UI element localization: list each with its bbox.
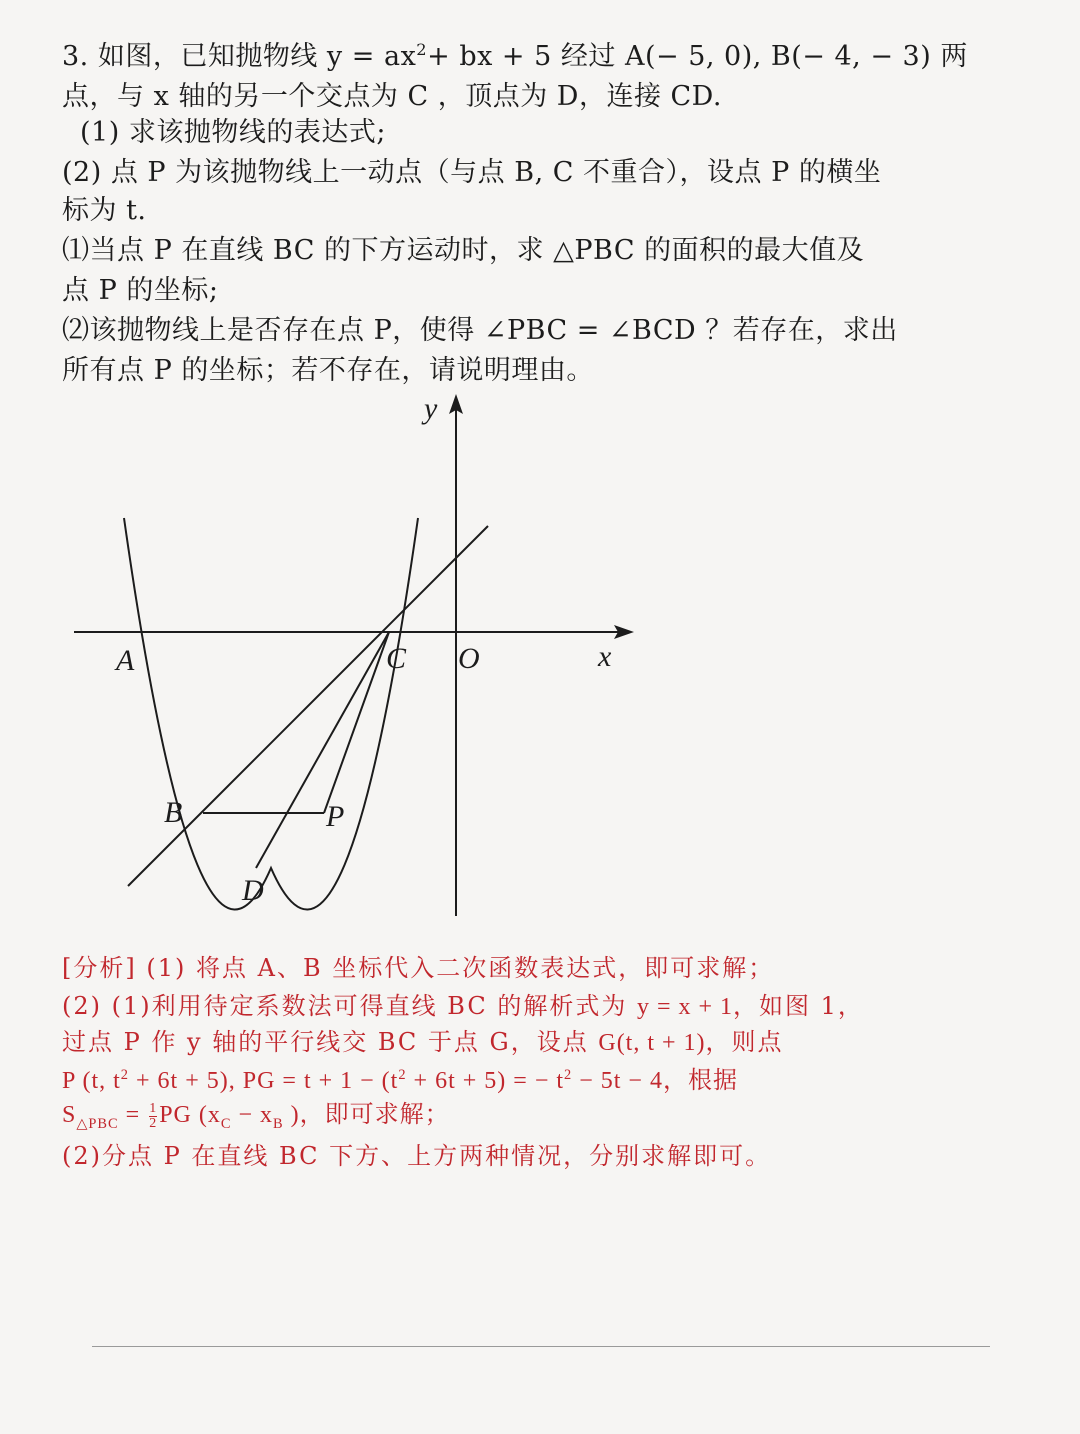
label-x: x (598, 640, 612, 673)
problem-line-2: 点，与 x 轴的另一个交点为 C ，顶点为 D，连接 CD. (62, 81, 722, 112)
label-d: D (242, 874, 264, 907)
analysis-line-2: (2) (1)利用待定系数法可得直线 BC 的解析式为 y = x + 1，如图 1， (62, 992, 864, 1020)
analysis-line-1: [分析] (1) 将点 A、B 坐标代入二次函数表达式，即可求解； (62, 954, 775, 982)
fraction-half: $\frac{1}{2}$ (149, 1100, 158, 1131)
question-2: (2) 点 P 为该抛物线上一动点（与点 B, C 不重合），设点 P 的横坐 (62, 157, 882, 188)
sub-question-2-cont: 所有点 P 的坐标；若不存在，请说明理由。 (62, 355, 594, 386)
sub-question-2: ⑵该抛物线上是否存在点 P，使得 ∠PBC = ∠BCD ？若存在，求出 (62, 315, 898, 346)
figure-svg (60, 392, 660, 932)
question-2-cont: 标为 t. (62, 195, 147, 226)
label-o: O (458, 642, 480, 675)
label-b: B (164, 796, 183, 829)
segment-cd (256, 632, 389, 868)
label-a: A (116, 644, 135, 677)
label-y: y (424, 392, 438, 425)
parabola-figure (60, 392, 660, 932)
analysis-line-6: (2)分点 P 在直线 BC 下方、上方两种情况，分别求解即可。 (62, 1142, 772, 1170)
question-1: (1) 求该抛物线的表达式; (80, 117, 386, 148)
sub-question-1: ⑴当点 P 在直线 BC 的下方运动时，求 △PBC 的面积的最大值及 (62, 235, 865, 266)
parabola-curve (124, 518, 418, 910)
line-bc (128, 526, 488, 886)
analysis-line-3: 过点 P 作 y 轴的平行线交 BC 于点 G，设点 G(t, t + 1)，则点 (62, 1028, 784, 1056)
problem-line-1: 3. 如图，已知抛物线 $y = ax^2+$ bx + 5 经过 A(− 5, 0), B(− 4, − 3) 两 (62, 40, 968, 72)
segment-pc (324, 632, 389, 813)
label-c: C (386, 642, 407, 675)
bottom-divider (92, 1346, 990, 1347)
analysis-line-4: P (t, $t^2 + 6t + 5$), PG = $t + 1 - (t^2 + 6t + 5)$ = − $t^2 - 5t - 4$，根据 (62, 1066, 738, 1094)
sub-question-1-cont: 点 P 的坐标; (62, 275, 219, 306)
label-p: P (326, 800, 345, 833)
analysis-line-5: $S_{\triangle PBC}$ = $\frac{1}{2}$ PG ($x_C - x_B$ )，即可求解； (62, 1100, 450, 1132)
